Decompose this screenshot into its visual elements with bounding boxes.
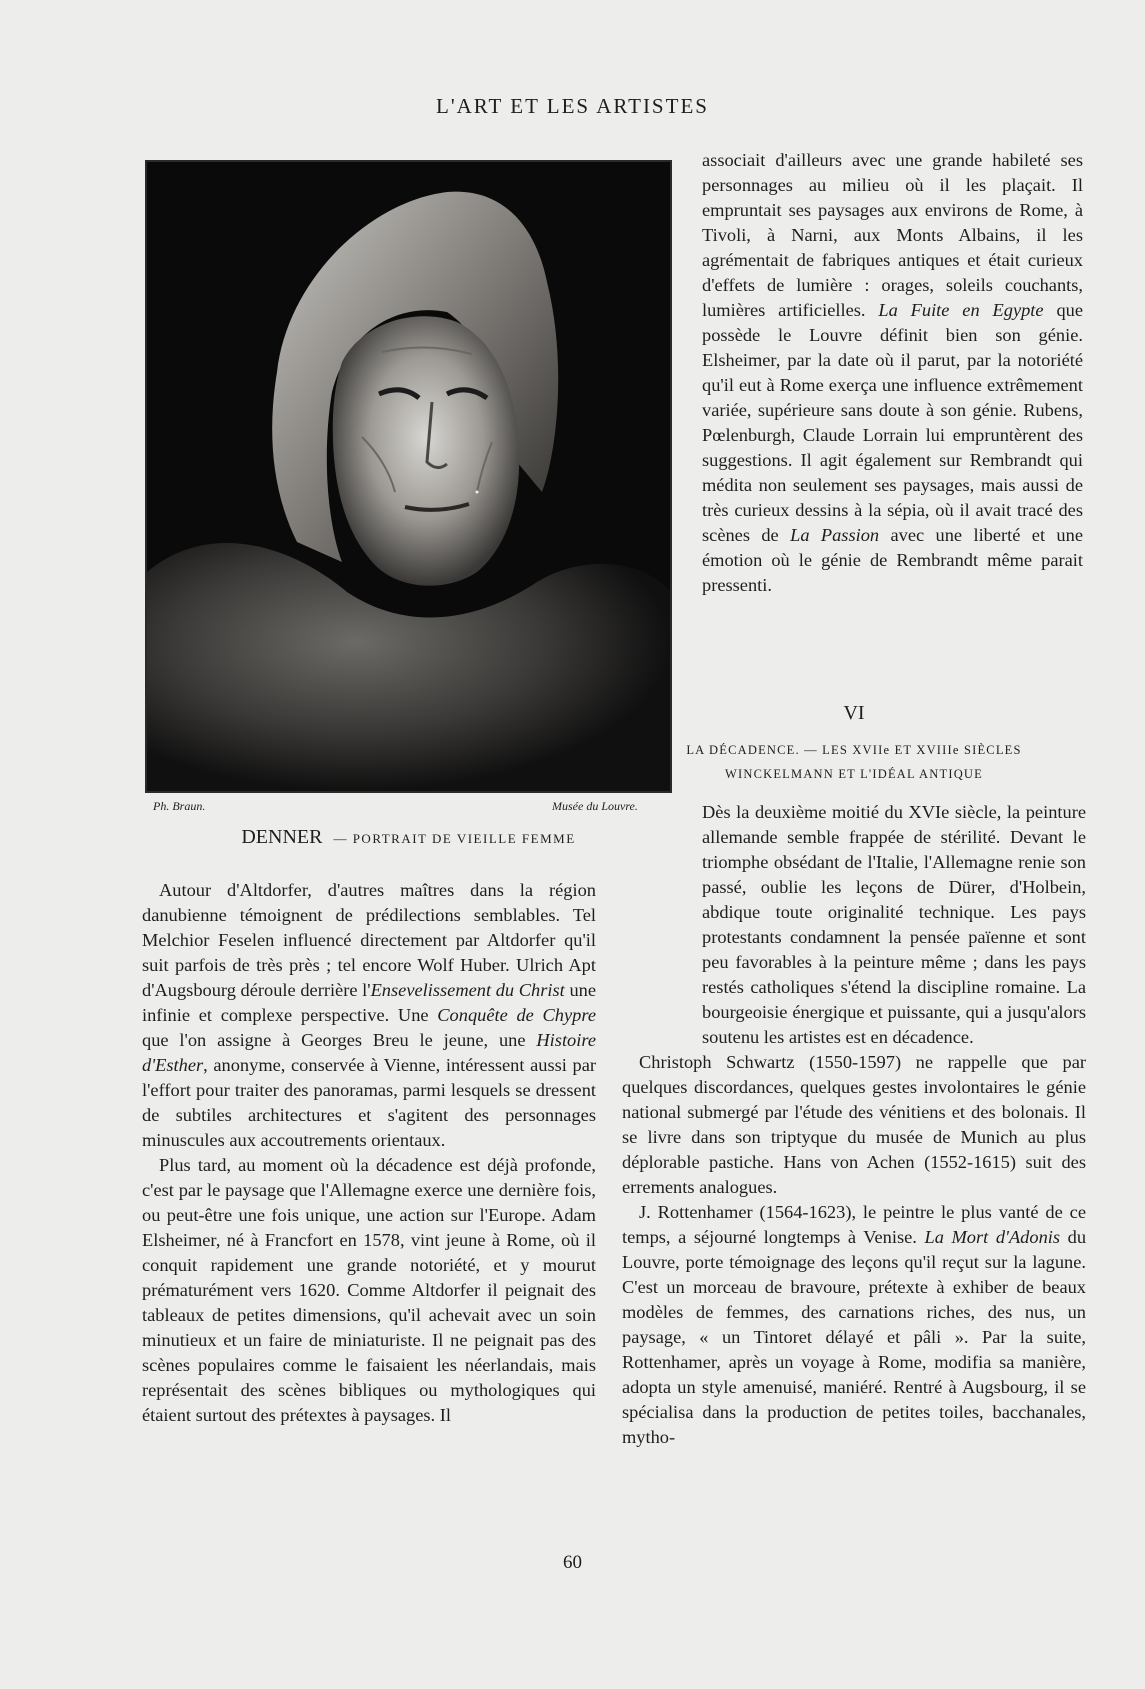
paragraph: associait d'ailleurs avec une grande habileté ses personnages au milieu où il les plaçait. Il empruntait ses paysages aux environs de Rome, à Tivoli, à Narni, aux Monts Albains, il les agrémentait de fabriques antiques et était curieux d'effets de lumière : orages, soleils couchants, lumières artificielles. La Fuite en Egypte que possède le Louvre définit bien son génie. Elsheimer, par la date où il parut, par la notoriété qu'il eut à Rome exerça une influence extrêmement variée, supérieure sans doute à son génie. Rubens, Pœlenburgh, Claude Lorrain lui empruntèrent des suggestions. Il agit également sur Rembrandt qui médita non seulement ses paysages, mais aussi de très curieux dessins à la sépia, où il avait tracé des scènes de La Passion avec une liberté et une émotion où le génie de Rembrandt même parait pressenti. xyxy=(702,150,1083,595)
section-title-line: LA DÉCADENCE. — LES XVIIe ET XVIIIe SIÈCLES xyxy=(686,743,1022,757)
paragraph: Dès la deuxième moitié du XVIe siècle, la peinture allemande semble frappée de stérilité. Devant le triomphe obsédant de l'Italie, l'Allemagne renie son passé, oublie les leçons de Dürer, d'Holbein, abdique toute originalité technique. Les pays protestants condamnent la pensée païenne et sont peu favorables à la peinture même ; dans les pays restés catholiques s'étend la discipline romaine. La bourgeoisie énergique et puissante, qui a jusqu'alors soutenu les artistes est en décadence. xyxy=(702,802,1086,1047)
artwork-title: Histoire d'Esther xyxy=(142,1030,596,1075)
section-title xyxy=(622,738,1086,786)
caption-title: — PORTRAIT DE VIEILLE FEMME xyxy=(333,831,576,846)
portrait-image xyxy=(147,162,670,791)
right-column-top-text xyxy=(702,148,1083,598)
artwork-title: La Passion xyxy=(790,525,880,545)
artwork-title: Conquête de Chypre xyxy=(437,1005,596,1025)
face xyxy=(333,316,519,585)
photo-credit: Ph. Braun. xyxy=(153,799,206,813)
paragraph: Plus tard, au moment où la décadence est déjà profonde, c'est par le paysage que l'Allemagne exerce une dernière fois, ou peut-être une fois unique, une action sur l'Europe. Adam Elsheimer, né à Francfort en 1578, vint jeune à Rome, où il conquit rapidement une grande notoriété, et y mourut prématurément vers 1620. Comme Altdorfer il peignait des tableaux de petites dimensions, qu'il achevait avec un soin minutieux et un faire de miniaturiste. Il ne peignait pas des scènes populaires comme le faisaient les néerlandais, mais représentait des scènes bibliques ou mythologiques qui étaient surtout des prétextes à paysages. Il xyxy=(142,1155,596,1425)
figure-caption xyxy=(145,826,672,849)
left-column-text xyxy=(142,878,596,1428)
museum-credit: Musée du Louvre. xyxy=(552,799,638,813)
page-number: 60 xyxy=(563,1552,582,1573)
section-number: VI xyxy=(843,702,865,724)
paragraph: J. Rottenhamer (1564-1623), le peintre le plus vanté de ce temps, a séjourné longtemps à Venise. La Mort d'Adonis du Louvre, porte témoignage des leçons qu'il reçut sur la lagune. C'est un morceau de bravoure, prétexte à exhiber de beaux modèles de femmes, des carnations riches, des nus, un paysage, « un Tintoret délayé et pâli ». Par la suite, Rottenhamer, après un voyage à Rome, modifia sa manière, adopta un style amenuisé, maniéré. Rentré à Augsbourg, il se spécialisa dans la production de petites toiles, bacchanales, mytho- xyxy=(622,1202,1087,1447)
portrait-photograph xyxy=(145,160,672,793)
paragraph: Christoph Schwartz (1550-1597) ne rappelle que par quelques discordances, quelques gestes involontaires le génie national submergé par l'étude des vénitiens et des bolonais. Il se livre dans son triptyque du musée de Munich au plus déplorable pastiche. Hans von Achen (1552-1615) suit des errements analogues. xyxy=(622,1052,1086,1197)
running-header: L'ART ET LES ARTISTES xyxy=(436,94,709,118)
caption-artist: DENNER xyxy=(241,826,323,848)
artwork-title: La Mort d'Adonis xyxy=(924,1227,1061,1247)
section-title-line: WINCKELMANN ET L'IDÉAL ANTIQUE xyxy=(724,767,983,781)
right-column-bottom-text xyxy=(622,800,1086,1450)
dust-speck xyxy=(476,491,479,494)
paragraph: Autour d'Altdorfer, d'autres maîtres dans la région danubienne témoignent de prédilections semblables. Tel Melchior Feselen influencé directement par Altdorfer qu'il suit parfois de très près ; tel encore Wolf Huber. Ulrich Apt d'Augsbourg déroule derrière l'Ensevelissement du Christ une infinie et complexe perspective. Une Conquête de Chypre que l'on assigne à Georges Breu le jeune, une Histoire d'Esther, anonyme, conservée à Vienne, intéressent aussi par l'effort pour traiter des panoramas, parmi lesquels se dressent de subtiles architectures et s'agitent des personnages minuscules aux accoutrements orientaux. xyxy=(142,880,596,1150)
artwork-title: Ensevelissement du Christ xyxy=(370,980,565,1000)
artwork-title: La Fuite en Egypte xyxy=(878,300,1044,320)
